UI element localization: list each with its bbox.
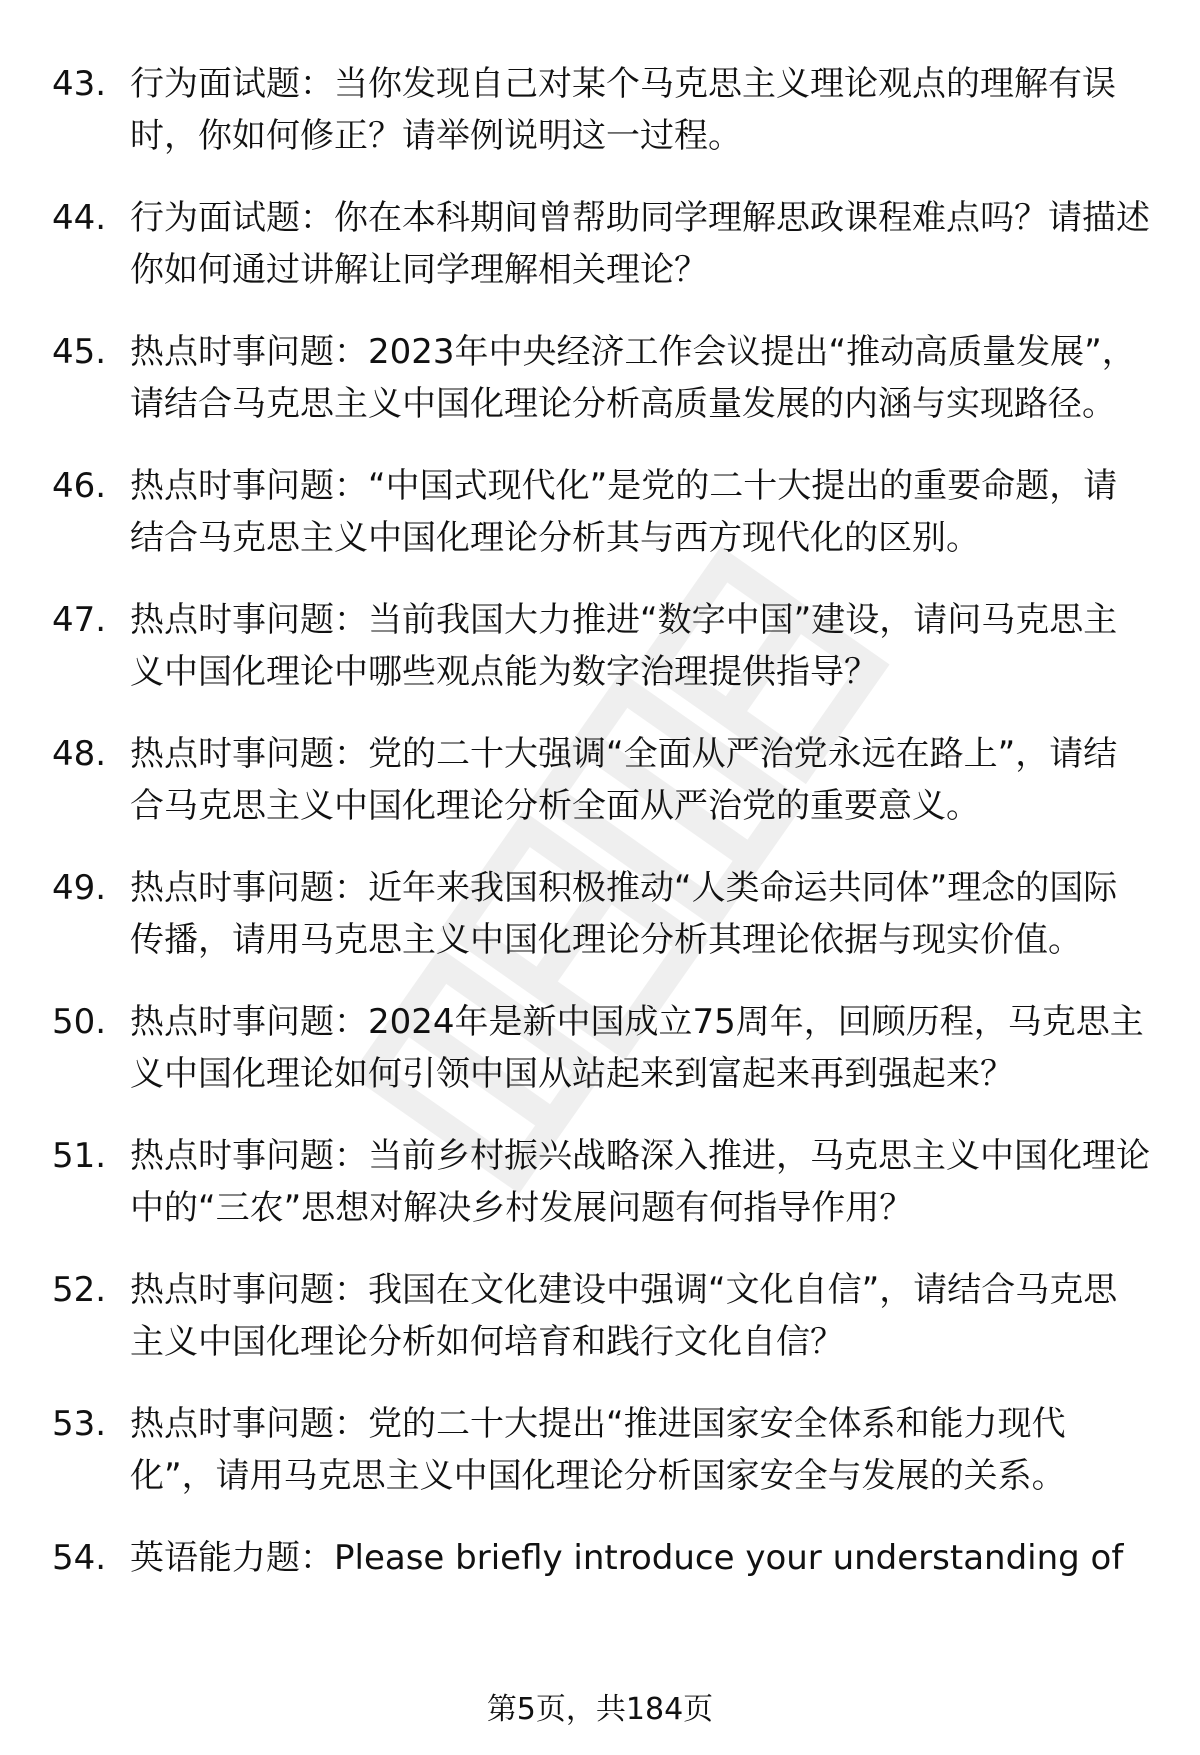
- question-item: [0, 326, 1200, 430]
- question-item: [0, 1264, 1200, 1368]
- question-text: 热点时事问题：近年来我国积极推动“人类命运共同体”理念的国际传播，请用马克思主义中国化理论分析其理论依据与现实价值。: [130, 868, 1118, 960]
- question-list: [0, 58, 1200, 1614]
- question-number: 52.: [52, 1270, 107, 1310]
- page-footer: 第5页，共184页: [486, 1692, 714, 1727]
- question-item: [0, 460, 1200, 564]
- question-item: [0, 192, 1200, 296]
- question-text: 热点时事问题：当前乡村振兴战略深入推进，马克思主义中国化理论中的“三农”思想对解决乡村发展问题有何指导作用？: [130, 1136, 1150, 1228]
- question-number: 48.: [52, 734, 107, 774]
- question-text: 英语能力题：Please briefly introduce your understanding of: [130, 1538, 1124, 1578]
- question-text: 热点时事问题：“中国式现代化”是党的二十大提出的重要命题，请结合马克思主义中国化理论分析其与西方现代化的区别。: [130, 466, 1118, 558]
- question-number: 51.: [52, 1136, 107, 1176]
- question-text: 行为面试题：你在本科期间曾帮助同学理解思政课程难点吗？请描述你如何通过讲解让同学理解相关理论？: [130, 198, 1150, 290]
- question-text: 热点时事问题：当前我国大力推进“数字中国”建设，请问马克思主义中国化理论中哪些观点能为数字治理提供指导？: [130, 600, 1118, 692]
- question-item: [0, 728, 1200, 832]
- question-text: 行为面试题：当你发现自己对某个马克思主义理论观点的理解有误时，你如何修正？请举例说明这一过程。: [130, 64, 1116, 156]
- question-item: [0, 862, 1200, 966]
- question-text: 热点时事问题：党的二十大强调“全面从严治党永远在路上”，请结合马克思主义中国化理论分析全面从严治党的重要意义。: [130, 734, 1118, 826]
- question-item: [0, 1130, 1200, 1234]
- question-number: 49.: [52, 868, 107, 908]
- question-number: 54.: [52, 1538, 107, 1578]
- question-item: [0, 58, 1200, 162]
- question-number: 50.: [52, 1002, 107, 1042]
- question-item: [0, 1532, 1200, 1584]
- question-number: 43.: [52, 64, 107, 104]
- question-text: 热点时事问题：2023年中央经济工作会议提出“推动高质量发展”，请结合马克思主义中国化理论分析高质量发展的内涵与实现路径。: [130, 332, 1136, 424]
- question-item: [0, 1398, 1200, 1502]
- question-number: 44.: [52, 198, 107, 238]
- question-number: 46.: [52, 466, 107, 506]
- question-item: [0, 594, 1200, 698]
- question-text: 热点时事问题：党的二十大提出“推进国家安全体系和能力现代化”，请用马克思主义中国化理论分析国家安全与发展的关系。: [130, 1404, 1066, 1496]
- question-item: [0, 996, 1200, 1100]
- question-number: 45.: [52, 332, 107, 372]
- question-text: 热点时事问题：我国在文化建设中强调“文化自信”，请结合马克思主义中国化理论分析如何培育和践行文化自信？: [130, 1270, 1118, 1362]
- question-number: 47.: [52, 600, 107, 640]
- question-number: 53.: [52, 1404, 107, 1444]
- question-text: 热点时事问题：2024年是新中国成立75周年，回顾历程，马克思主义中国化理论如何引领中国从站起来到富起来再到强起来？: [130, 1002, 1144, 1094]
